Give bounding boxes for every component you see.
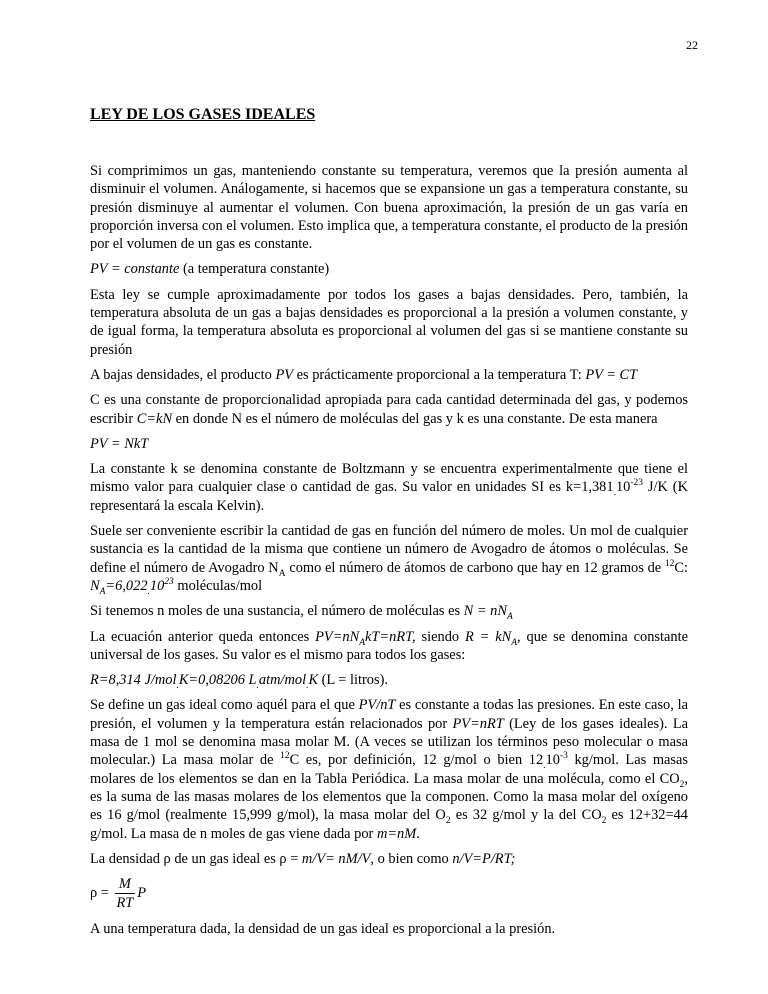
equation-m-nm: m=nM: [376, 825, 417, 842]
subscript: A: [506, 612, 513, 623]
equation-text: PV = NkT: [90, 435, 149, 452]
dot: .: [176, 681, 179, 691]
pressure-symbol: P: [137, 885, 147, 902]
dot: .: [147, 586, 150, 597]
text: en donde N es el número de moléculas del gas y k es una constante. De esta manera: [172, 410, 658, 427]
denominator: RT: [116, 895, 134, 912]
ten: 10: [545, 752, 560, 769]
text: como el número de átomos de carbono que hay en 12 gramos de: [285, 559, 665, 576]
page-title: LEY DE LOS GASES IDEALES: [90, 106, 316, 123]
text: Si tenemos n moles de una sustancia, el número de moléculas es: [90, 603, 464, 620]
subscript: A: [359, 637, 366, 648]
paragraph-6: [90, 522, 688, 595]
paragraph-5: [90, 460, 688, 515]
text: La densidad: [90, 850, 164, 867]
equation-c-kn: C=kN: [136, 410, 173, 427]
document-body: [90, 162, 688, 945]
fraction: [115, 875, 136, 913]
dot: .: [306, 681, 309, 691]
text: es prácticamente proporcional a la temperatura T:: [293, 366, 586, 383]
dot: .: [613, 488, 616, 499]
equation-density: [90, 875, 688, 913]
equation-r-kna: R = kN: [464, 628, 512, 645]
rho-symbol: ρ: [90, 885, 98, 902]
superscript: 12: [664, 558, 675, 569]
equation-text: n/V=P/RT;: [452, 850, 516, 867]
subscript: A: [99, 586, 106, 597]
text: C:: [674, 559, 689, 576]
text: de un gas ideal es: [170, 850, 280, 867]
text: , es la suma de las masas molares de los elementos que la componen. Como la masa molar del oxígeno es 16 g/mol (realmente 15,999 g/mol), la masa molar del O: [90, 770, 688, 824]
text: 10: [615, 479, 631, 496]
text: A bajas densidades, el producto: [90, 366, 276, 383]
text: Suele ser conveniente escribir la cantidad de gas en función del número de moles. Un mol de cualquier sustancia es la cantidad de la misma que contiene un número de Avogadro de átomos o moléculas. Se define el número de Avogadro N: [90, 523, 688, 576]
text: , que se denomina constante universal de los gases. Su valor es el mismo para todos los gases:: [90, 628, 688, 663]
exponent: -23: [630, 478, 644, 489]
text: C es una constante de proporcionalidad apropiada para cada cantidad determinada del gas, y podemos escribir: [90, 392, 688, 427]
text: , o bien como: [370, 850, 453, 867]
equation-text: atm/mol: [258, 672, 307, 689]
equals-sign: =: [97, 885, 113, 902]
equation-text: PV/nT: [358, 697, 396, 714]
text: =: [286, 850, 302, 867]
text: kg/mol. Las masas molares de los elementos se dan en la Tabla Periódica. La masa molar de una molécula, como el CO: [90, 752, 688, 787]
equation-pv-ct: PV = CT: [585, 366, 638, 383]
paragraph-11: A una temperatura dada, la densidad de un gas ideal es proporcional a la presión.: [90, 920, 556, 937]
rho-symbol: ρ: [163, 850, 171, 867]
equation-n-nna: N = nN: [463, 603, 507, 620]
eq-lhs: PV =: [90, 261, 125, 278]
text: Se define un gas ideal como aquél para el que: [90, 697, 359, 714]
numerator: M: [115, 875, 136, 894]
text: (Ley de los gases ideales). La masa de 1 mol se denomina masa molar M. (A veces se utilizan los términos peso molecular o masa molecular.) La masa molar de: [90, 715, 688, 769]
text: La ecuación anterior queda entonces: [90, 628, 316, 645]
dot: .: [543, 761, 546, 772]
equation-pv-constant: [90, 260, 688, 278]
superscript: 12: [280, 751, 290, 762]
equation-text: K=0,08206 L: [178, 672, 257, 689]
paragraph-1: Si comprimimos un gas, manteniendo constante su temperatura, veremos que la presión aumenta al disminuir el volumen. Análogamente, si hacemos que se expansione un gas a temperatura constante, su presión disminuye al aumentar el volumen. Con buena aproximación, la presión de un gas varía en proporción inversa con el volumen. Esto implica que, a temperatura constante, el producto de la presión por el volumen de un gas es constante.: [90, 163, 688, 253]
subscript: 2: [445, 816, 451, 827]
text: .: [416, 825, 420, 842]
paragraph-10: [90, 850, 688, 868]
text: (L = litros).: [318, 672, 388, 689]
paragraph-3: [90, 366, 688, 384]
paragraph-4: [90, 391, 688, 428]
equation-pv-nrt: PV=nRT: [452, 715, 504, 732]
dot: .: [256, 681, 259, 691]
pv-symbol: PV: [275, 366, 294, 383]
equation-text: m/V= nM/V: [301, 850, 371, 867]
eq-constant: constante: [124, 261, 180, 278]
rho-symbol: ρ: [279, 850, 287, 867]
paragraph-2: Esta ley se cumple aproximadamente por todos los gases a bajas densidades. Pero, también, la temperatura absoluta de un gas a bajas densidades es proporcional a la presión a volumen constante, y de igual forma, la temperatura absoluta es proporcional al volumen del gas si se mantiene constante su presión: [90, 286, 688, 358]
equation-text: K: [308, 672, 319, 689]
subscript: 2: [601, 816, 607, 827]
subscript: 2: [679, 779, 685, 790]
equation-r-value: [90, 671, 688, 689]
subscript: A: [278, 568, 286, 579]
na-value: =6,022: [105, 577, 148, 594]
ten: 10: [149, 577, 165, 594]
na-symbol: N: [90, 577, 100, 594]
subscript: A: [511, 637, 518, 648]
paragraph-7: [90, 602, 688, 623]
equation-pv-nkt: [90, 435, 688, 453]
equation-text: PV=nN: [315, 628, 360, 645]
text: C es, por definición, 12 g/mol o bien 12: [289, 752, 544, 769]
text: J/K (K representará la escala Kelvin).: [90, 479, 688, 514]
equation-text: kT=nRT,: [365, 628, 416, 645]
text: La constante k se denomina constante de Boltzmann y se encuentra experimentalmente que tiene el mismo valor para cualquier clase o cantidad de gas. Su valor en unidades SI es k=1,381: [90, 461, 688, 496]
equation-text: R=8,314 J/mol: [90, 672, 177, 689]
text: es constante a todas las presiones. En este caso, la presión, el volumen y la temperatura están relacionados por: [90, 697, 688, 732]
text: siendo: [415, 628, 465, 645]
text: moléculas/mol: [173, 577, 263, 594]
exponent: -3: [559, 751, 568, 762]
exponent: 23: [164, 577, 174, 588]
eq-note: (a temperatura constante): [179, 261, 330, 278]
text: es 32 g/mol y la del CO: [450, 807, 602, 824]
paragraph-8: [90, 628, 688, 665]
text: es 12+32=44 g/mol. La masa de n moles de gas viene dada por: [90, 807, 688, 842]
paragraph-9: [90, 696, 688, 842]
page-number: 22: [686, 38, 698, 52]
